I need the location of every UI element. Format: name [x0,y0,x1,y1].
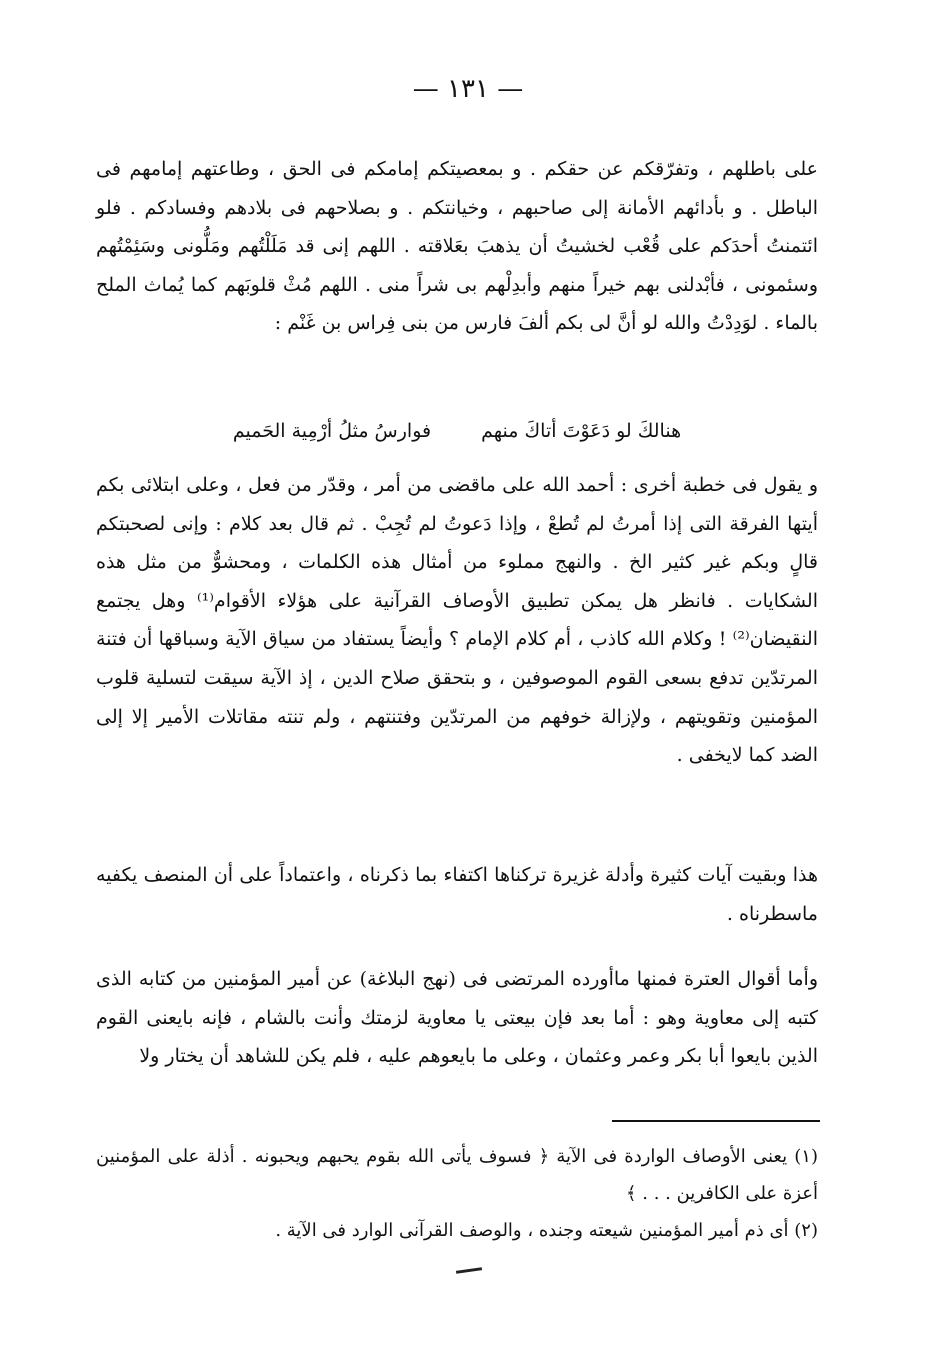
paragraph-4: وأما أقوال العترة فمنها ماأورده المرتضى فى (نهج البلاغة) عن أمير المؤمنين من كتابه الذى كتبه إلى معاوية وهو : أما بعد فإن بيعتى يا معاوية لزمتك وأنت بالشام ، فإنه بايعنى القوم الذين بايعوا أبا بكر وعمر وعثمان ، وعلى ما بايعوهم عليه ، فلم يكن للشاهد أن يختار ولا [96,968,818,1068]
page-number: — ١٣١ — [412,74,524,104]
page-ink-mark [456,1267,482,1274]
verse-hemistich-1: هنالكَ لو دَعَوْتَ أتاكَ منهم [481,420,682,442]
paragraph-3: هذا وبقيت آيات كثيرة وأدلة غزيرة تركناها اكتفاء بما ذكرناه ، واعتماداً على أن المنصف يكفيه ماسطرناه . [96,864,818,925]
footnote-1: (١) يعنى الأوصاف الواردة فى الآية ﴿ فسوف يأتى الله بقوم يحبهم ويحبونه . أذلة على المؤمنين أعزة على الكافرين . . . ﴾ [96,1146,818,1204]
verse-hemistich-2: فوارسُ مثلُ أرْمِية الحَميم [232,420,432,442]
paragraph-2: و يقول فى خطبة أخرى : أحمد الله على ماقضى من أمر ، وقدّر من فعل ، وعلى ابتلائى بكم أيتها الفرقة التى إذا أمرتُ لم تُطعْ ، وإذا دَعوتُ لم تُجِبْ . ثم قال بعد كلام : وإنى لصحبتكم قالٍ وبكم غير كثير الخ . والنهج مملوء من أمثال هذه الكلمات ، ومحشوٌّ من مثل هذه الشكايات . فانظر هل يمكن تطبيق الأوصاف القرآنية على هؤلاء الأقوام⁽¹⁾ وهل يجتمع النقيضان⁽²⁾ ! وكلام الله كاذب ، أم كلام الإمام ؟ وأيضاً يستفاد من سياق الآية وسباقها أن فتنة المرتدّين تدفع بسعى القوم الموصوفين ، و بتحقق صلاح الدين ، إذ الآية سيقت لتسلية قلوب المؤمنين وتقويتهم ، ولإزالة خوفهم من المرتدّين وفتنتهم ، ولم تنته مقاتلات الأمير إلا إلى الضد كما لايخفى . [96,474,818,767]
poetry-verse [96,412,818,450]
footnote-divider [612,1120,820,1122]
main-text-block [96,150,818,343]
main-text-block-2 [96,466,818,775]
main-text-block-4 [96,960,818,1076]
footnotes [96,1138,818,1249]
paragraph-1: على باطلهم ، وتفرّقكم عن حقكم . و بمعصيتكم إمامكم فى الحق ، وطاعتهم إمامهم فى الباطل . و بأدائهم الأمانة إلى صاحبهم ، وخيانتكم . و بصلاحهم فى بلادهم وفسادكم . فلو ائتمنتُ أحدَكم على قُعْب لخشيتُ أن يذهبَ بعَلاقته . اللهم إنى قد مَلَلْتُهم ومَلُّونى وسَئِمْتُهم وسئمونى ، فأبْدلنى بهم خيراً منهم وأبدِلْهم بى شراً منى . اللهم مُثْ قلوبَهم كما يُماث الملح بالماء . لوَدِدْتُ والله لو أنَّ لى بكم ألفَ فارس من بنى فِراس بن غَنْم : [96,158,818,335]
main-text-block-3 [96,856,818,933]
footnote-2: (٢) أى ذم أمير المؤمنين شيعته وجنده ، والوصف القرآنى الوارد فى الآية . [275,1220,818,1241]
